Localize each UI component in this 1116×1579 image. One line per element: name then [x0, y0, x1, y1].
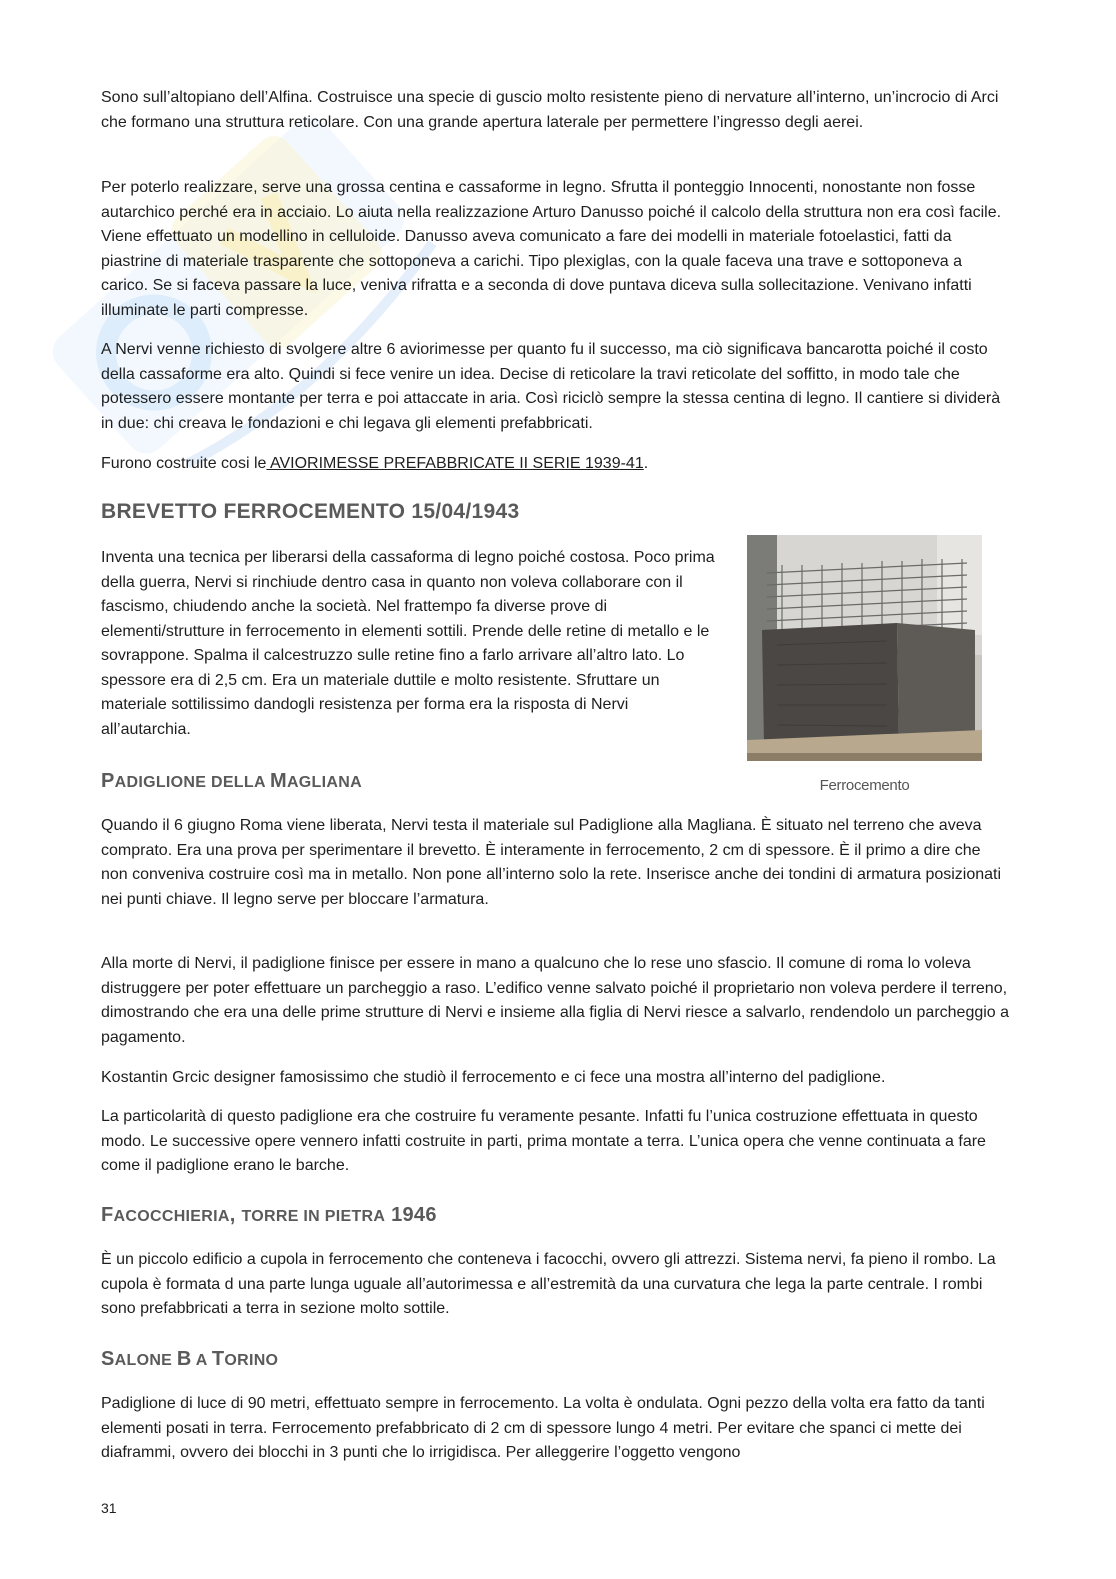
paragraph-magliana-1: Quando il 6 giugno Roma viene liberata, Nervi testa il materiale sul Padiglione alla Magliana. È situato nel terreno che aveva comprato. Era una prova per sperimentare il brevetto. È interamente in ferrocemento, 2 cm di spessore. È il primo a dire che non conveniva costruire così ma in metallo. Non pone all’interno solo la rete. Inserisce anche dei tondini di armatura posizionati nei punti chiave. Il legno serve per bloccare l’armatura.: [101, 817, 1002, 908]
heading-fac-d: TORRE IN PIETRA: [241, 1208, 386, 1225]
paragraph-magliana-4: La particolarità di questo padiglione era che costruire fu veramente pesante. Infatti fu l’unica costruzione effettuata in questo modo. Le successive opere vennero infatti costruite in parti, prima montate a terra. L’unica opera che venne continuata a fare come il padiglione erano le barche.: [101, 1108, 986, 1174]
paragraph-aviorimesse: A Nervi venne richiesto di svolgere altre 6 aviorimesse per quanto fu il successo, ma ciò significava bancarotta poiché il costo della cassaforme era alto. Quindi si fece venire un idea. Decise di reticolare la travi reticolate del soffitto, in modo tale che potessero essere montante per terra e poi attaccate in aria. Così riciclò sempre la stessa centina di legno. Il cantiere si dividerà in due: chi creava le fondazioni e chi legava gli elementi prefabbricati.: [101, 341, 1001, 432]
heading-salone: [101, 1348, 278, 1371]
heading-fac-c: ,: [229, 1204, 242, 1226]
heading-sal-e: T: [211, 1348, 225, 1370]
heading-sal-d: A: [191, 1352, 212, 1369]
heading-fac-b: ACOCCHIERIA: [113, 1208, 230, 1225]
heading-sal-a: S: [101, 1348, 115, 1370]
paragraph-furono-prefix: Furono costruite cosi le: [101, 455, 267, 472]
heading-fac-e: 1946: [385, 1204, 437, 1226]
aviorimesse-link[interactable]: AVIORIMESSE PREFABBRICATE II SERIE 1939-41: [266, 455, 644, 472]
paragraph-furono: [101, 452, 648, 477]
heading-magliana: [101, 770, 362, 793]
heading-brevetto: BREVETTO FERROCEMENTO 15/04/1943: [101, 500, 520, 523]
ferrocemento-photo: [747, 535, 982, 761]
heading-magliana-d: AGLIANA: [286, 774, 362, 791]
heading-sal-b: ALONE: [114, 1352, 177, 1369]
figure-caption: Ferrocemento: [819, 777, 910, 794]
page-number: 31: [101, 1500, 117, 1516]
paragraph-salone: Padiglione di luce di 90 metri, effettuato sempre in ferrocemento. La volta è ondulata. Ogni pezzo della volta era fatto da tanti elementi posati in terra. Ferrocemento prefabbricato di 2 cm di spessore lungo 4 metri. Per evitare che spanci ci mette dei diaframmi, ovvero dei blocchi in 3 punti che lo irrigidisca. Per alleggerire l’oggetto vengono: [101, 1395, 985, 1461]
heading-magliana-b: ADIGLIONE DELLA: [114, 774, 270, 791]
heading-facocchieria: [101, 1204, 437, 1227]
heading-sal-f: ORINO: [224, 1352, 279, 1369]
heading-fac-a: F: [101, 1204, 114, 1226]
heading-magliana-a: P: [101, 770, 115, 792]
paragraph-centina: Per poterlo realizzare, serve una grossa centina e cassaforme in legno. Sfrutta il ponteggio Innocenti, nonostante non fosse autarchico perché era in acciaio. Lo aiuta nella realizzazione Arturo Danusso poiché il calcolo della struttura non era così facile. Viene effettuato un modellino in celluloide. Danusso aveva comunicato a fare dei modelli in materiale fotoelastici, fatti da piastrine di materiale trasparente che sottoponeva a carichi. Tipo plexiglas, con la quale faceva una trave e sottoponeva a carico. Se si faceva passare la luce, veniva rifratta e a seconda di dove puntava diceva sulla sollecitazione. Venivano infatti illuminate le parti compresse.: [101, 179, 1002, 319]
heading-magliana-c: M: [269, 770, 287, 792]
paragraph-magliana-3: Kostantin Grcic designer famosissimo che studiò il ferrocemento e ci fece una mostra all’interno del padiglione.: [101, 1069, 886, 1086]
heading-sal-c: B: [176, 1348, 192, 1370]
paragraph-alfina: Sono sull’altopiano dell’Alfina. Costruisce una specie di guscio molto resistente pieno di nervature all’interno, un’incrocio di Arci che formano una struttura reticolare. Con una grande apertura laterale per permettere l’ingresso degli aerei.: [101, 89, 999, 131]
paragraph-brevetto: Inventa una tecnica per liberarsi della cassaforma di legno poiché costosa. Poco prima della guerra, Nervi si rinchiude dentro casa in quanto non voleva collaborare con il fascismo, chiudendo anche la società. Nel frattempo fa diverse prove di elementi/strutture in ferrocemento in elementi sottili. Prende delle retine di metallo e le sovrappone. Spalma il calcestruzzo sulle retine fino a farlo arrivare all’altro lato. Lo spessore era di 2,5 cm. Era un materiale duttile e molto resistente. Sfruttare un materiale sottilissimo dandogli resistenza per forma era la risposta di Nervi all’autarchia.: [101, 549, 715, 738]
paragraph-furono-suffix: .: [643, 455, 649, 472]
paragraph-facocchieria: È un piccolo edificio a cupola in ferrocemento che conteneva i facocchi, ovvero gli attrezzi. Sistema nervi, fa pieno il rombo. La cupola è formata d una parte lunga uguale all’autorimessa e all’estremità da una curvatura che lega la parte centrale. I rombi sono prefabbricati a terra in sezione molto sottile.: [101, 1251, 996, 1317]
paragraph-magliana-2: Alla morte di Nervi, il padiglione finisce per essere in mano a qualcuno che lo rese uno sfascio. Il comune di roma lo voleva distruggere per poter effettuare un parcheggio a raso. L’edifico venne salvato poiché il proprietario non voleva perdere il terreno, dimostrando che era una delle prime strutture di Nervi e insieme alla figlia di Nervi riesce a salvarlo, rendendolo un parcheggio a pagamento.: [101, 955, 1010, 1046]
